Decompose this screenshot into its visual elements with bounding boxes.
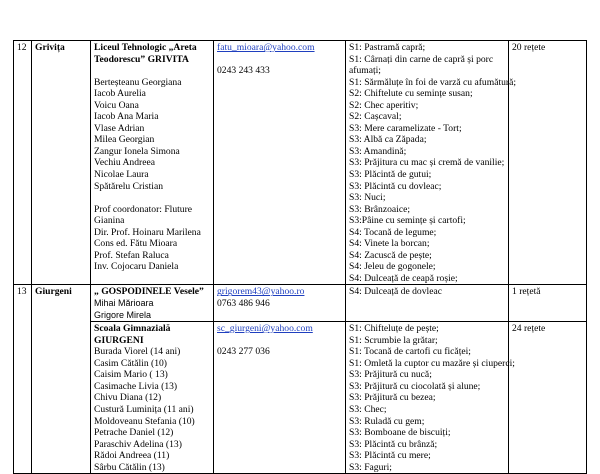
- participant: Berteșteanu Georgiana: [94, 76, 182, 88]
- school-title-line: Teodorescu” GRIVITA: [94, 53, 189, 65]
- phone-number: 0763 486 946: [217, 298, 270, 310]
- contact-cell: [214, 41, 346, 285]
- recipe-item: S3: Prăjitură cu ciocolată și alune;: [349, 380, 481, 392]
- contact-cell: [214, 285, 346, 322]
- school-title-line: Scoala Gimnazială: [94, 323, 171, 335]
- phone-number: 0243 277 036: [217, 346, 270, 358]
- school-cell: [91, 322, 214, 474]
- recipe-item: S3: Plăcintă cu brânză;: [349, 438, 438, 450]
- recipe-item: S3: Prăjitură cu bezea;: [349, 392, 436, 404]
- participant: Vlase Adrian: [94, 122, 145, 134]
- recipe-item: S2: Cașcaval;: [349, 111, 402, 123]
- recipe-item: S3: Faguri;: [349, 461, 392, 473]
- participant: Vechiu Andreea: [94, 157, 155, 169]
- participant: Casim Cătălin (10): [94, 357, 168, 369]
- participant: Rădoi Andreea (11): [94, 450, 170, 462]
- recipe-item: S3: Nuci;: [349, 192, 386, 204]
- table-row: [14, 41, 587, 285]
- coordinator: Cons ed. Fătu Mioara: [94, 238, 178, 250]
- table-row: [14, 285, 587, 322]
- recipe-item: S4: Vinete la borcan;: [349, 238, 430, 250]
- participant: Custură Luminița (11 ani): [94, 403, 194, 415]
- recipe-item: S1: Chifteluțe de pește;: [349, 323, 439, 335]
- recipes-cell: [346, 41, 517, 285]
- recipes-table: [13, 40, 587, 474]
- row-number: 12: [14, 41, 32, 285]
- recipe-item: S3: Plăcintă de gutui;: [349, 169, 432, 181]
- recipe-item: S2: Chec aperitiv;: [349, 99, 419, 111]
- recipe-item: S3: Prăjitură cu nucă;: [349, 369, 432, 381]
- document-page: [13, 40, 587, 474]
- participant: Zangur Ionela Simona: [94, 145, 180, 157]
- recipe-item: S3: Amandină;: [349, 145, 407, 157]
- table-row: [14, 322, 587, 474]
- recipe-item: S3: Bomboane de biscuiți;: [349, 427, 451, 439]
- participant: Casimache Livia (13): [94, 380, 178, 392]
- recipe-item: S4: Tocană de legume;: [349, 226, 437, 238]
- recipe-item: S3: Plăcintă cu dovleac;: [349, 180, 442, 192]
- coordinator: Prof coordonator: Fluture: [94, 203, 193, 215]
- recipe-item: S3: Plăcintă cu mere;: [349, 450, 431, 462]
- coordinator: Dir. Prof. Hoinaru Marilena: [94, 226, 201, 238]
- school-title-line: Liceul Tehnologic „Areta: [94, 42, 197, 53]
- recipe-count: 24 rețete: [509, 322, 587, 474]
- participant: Grigore Mirela: [94, 309, 152, 320]
- recipe-item: S1: Cârnați din carne de capră și porc: [349, 53, 494, 65]
- coordinator: Prof. Stefan Raluca: [94, 249, 169, 261]
- school-cell: [91, 41, 214, 285]
- recipe-item: S1: Sărmăluțe în foi de varză cu afumătură;: [349, 76, 517, 88]
- recipe-item: S4: Jeleu de gogonele;: [349, 261, 436, 273]
- recipe-item: S4: Dulceață de ceapă roșie;: [349, 272, 458, 284]
- recipe-count: 1 rețetă: [509, 285, 587, 322]
- recipes-cell: [346, 322, 515, 474]
- locality-cell: Grivița: [32, 41, 91, 285]
- participant: Caisim Mario ( 13): [94, 369, 168, 381]
- email-link[interactable]: fatu_mioara@yahoo.com: [217, 42, 315, 53]
- participant: Paraschiv Adelina (13): [94, 438, 182, 450]
- contact-cell: [214, 322, 346, 474]
- participant: Sârbu Cătălin (13): [94, 461, 165, 473]
- email-link[interactable]: grigorem43@yahoo.ro: [217, 286, 305, 298]
- locality-cell: Giurgeni: [32, 285, 91, 474]
- recipe-item: S3: Prăjitura cu mac și cremă de vanilie;: [349, 157, 505, 169]
- recipe-item: S1: Scrumbie la grătar;: [349, 334, 438, 346]
- recipe-item: S3:Pâine cu semințe și cartofi;: [349, 215, 466, 227]
- recipe-item: S3: Ruladă cu gem;: [349, 415, 425, 427]
- participant: Voicu Oana: [94, 99, 139, 111]
- recipe-count: 20 rețete: [509, 41, 587, 285]
- coordinator: Inv. Cojocaru Daniela: [94, 261, 179, 273]
- row-number: 13: [14, 285, 32, 474]
- participant: Petrache Daniel (12): [94, 427, 174, 439]
- phone-number: 0243 243 433: [217, 65, 270, 77]
- recipe-item: S3: Mere caramelizate - Tort;: [349, 122, 462, 134]
- recipes-cell: [346, 285, 509, 322]
- participant: Chivu Diana (12): [94, 392, 162, 404]
- coordinator: Gianina: [94, 215, 125, 227]
- school-title-line: GIURGENI: [94, 334, 144, 346]
- participant: Mihai Mărioara: [94, 298, 154, 309]
- recipe-item: S1: Tocană de cartofi cu ficăței;: [349, 346, 471, 358]
- participant: Milea Georgian: [94, 134, 155, 146]
- participant: Iacob Ana Maria: [94, 111, 159, 123]
- recipe-item: S4: Dulceață de dovleac: [349, 286, 442, 298]
- participant: Moldoveanu Stefania (10): [94, 415, 195, 427]
- recipe-item: S1: Omletă la cuptor cu mazăre și ciuperci;: [349, 357, 515, 369]
- participant: Burada Viorel (14 ani): [94, 346, 181, 358]
- participant: Iacob Aurelia: [94, 88, 146, 100]
- recipe-item: S3: Albă ca Zăpada;: [349, 134, 427, 146]
- email-link[interactable]: sc_giurgeni@yahoo.com: [217, 323, 313, 335]
- participant: Spătărelu Cristian: [94, 180, 164, 192]
- recipe-item: S2: Chiftelute cu semințe susan;: [349, 88, 473, 100]
- recipe-item: S1: Pastramă capră;: [349, 42, 426, 53]
- recipe-item: S3: Brânzoaice;: [349, 203, 411, 215]
- participant: Nicolae Laura: [94, 169, 149, 181]
- recipe-item: S3: Chec;: [349, 403, 387, 415]
- recipe-item: afumați;: [349, 65, 381, 77]
- recipe-item: S4: Zacuscă de pește;: [349, 249, 432, 261]
- school-cell: [91, 285, 214, 322]
- school-title-line: „ GOSPODINELE Vesele”: [94, 286, 204, 298]
